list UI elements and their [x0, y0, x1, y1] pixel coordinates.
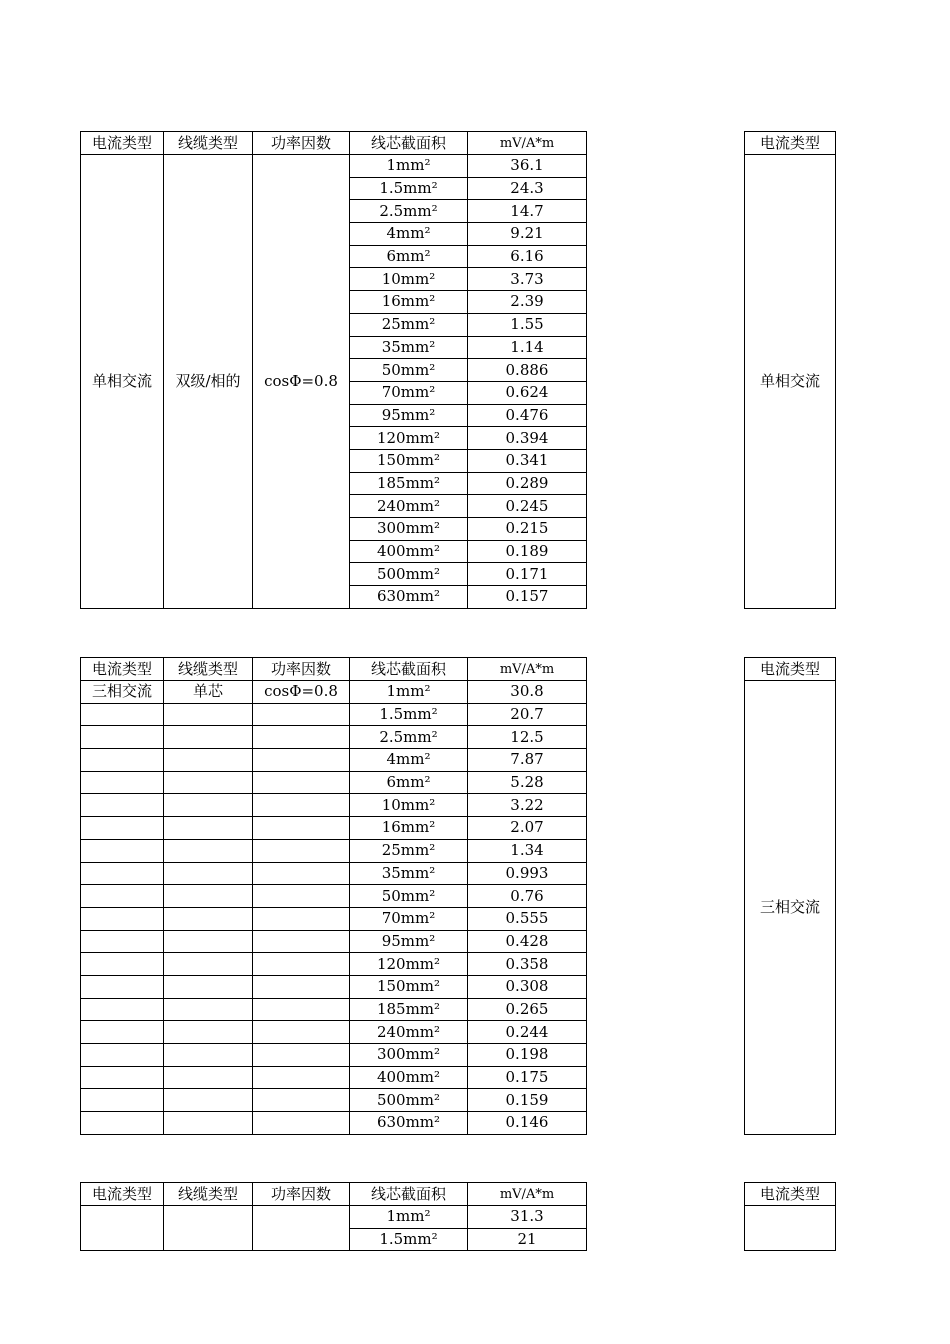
- voltage-drop-value-cell[interactable]: 0.886: [468, 359, 587, 382]
- cross-section-cell[interactable]: 1mm²: [350, 681, 468, 704]
- page-cut-mask: [0, 1255, 950, 1344]
- voltage-drop-table-1: [80, 131, 587, 609]
- empty-cell[interactable]: [253, 1044, 350, 1067]
- cross-section-cell[interactable]: 500mm²: [350, 563, 468, 586]
- cross-section-cell[interactable]: 4mm²: [350, 223, 468, 246]
- empty-cell[interactable]: [81, 1112, 164, 1135]
- empty-cell[interactable]: [253, 817, 350, 840]
- table-row: [81, 681, 587, 704]
- empty-cell[interactable]: [81, 794, 164, 817]
- cross-section-cell[interactable]: 1.5mm²: [350, 1228, 468, 1251]
- voltage-drop-value-cell[interactable]: 24.3: [468, 177, 587, 200]
- cross-section-cell[interactable]: 70mm²: [350, 907, 468, 930]
- table-row: [81, 862, 587, 885]
- cross-section-cell[interactable]: 70mm²: [350, 381, 468, 404]
- cross-section-cell[interactable]: 120mm²: [350, 427, 468, 450]
- cross-section-cell[interactable]: 25mm²: [350, 313, 468, 336]
- cross-section-cell[interactable]: 1mm²: [350, 155, 468, 178]
- voltage-drop-value-cell[interactable]: 9.21: [468, 223, 587, 246]
- side-column-header[interactable]: 电流类型: [745, 658, 836, 681]
- voltage-drop-value-cell[interactable]: 0.189: [468, 540, 587, 563]
- empty-cell[interactable]: [253, 907, 350, 930]
- empty-cell[interactable]: [81, 703, 164, 726]
- voltage-drop-value-cell[interactable]: 0.428: [468, 930, 587, 953]
- voltage-drop-value-cell[interactable]: 2.07: [468, 817, 587, 840]
- current-type-cell[interactable]: 单相交流: [81, 155, 164, 609]
- empty-cell[interactable]: [164, 726, 253, 749]
- voltage-drop-value-cell[interactable]: 0.993: [468, 862, 587, 885]
- voltage-drop-value-cell[interactable]: 0.245: [468, 495, 587, 518]
- column-header[interactable]: 功率因数: [253, 658, 350, 681]
- table-row: [81, 885, 587, 908]
- empty-cell[interactable]: [81, 771, 164, 794]
- cross-section-cell[interactable]: 500mm²: [350, 1089, 468, 1112]
- voltage-drop-value-cell[interactable]: 0.198: [468, 1044, 587, 1067]
- voltage-drop-value-cell[interactable]: 0.171: [468, 563, 587, 586]
- table-row: [81, 1066, 587, 1089]
- voltage-drop-value-cell[interactable]: 0.476: [468, 404, 587, 427]
- voltage-drop-value-cell[interactable]: 1.34: [468, 839, 587, 862]
- cross-section-cell[interactable]: 6mm²: [350, 245, 468, 268]
- empty-cell[interactable]: [164, 1021, 253, 1044]
- voltage-drop-value-cell[interactable]: 21: [468, 1228, 587, 1251]
- voltage-drop-value-cell[interactable]: 0.289: [468, 472, 587, 495]
- column-header[interactable]: mV/A*m: [468, 132, 587, 155]
- voltage-drop-value-cell[interactable]: 0.624: [468, 381, 587, 404]
- cross-section-cell[interactable]: 1.5mm²: [350, 703, 468, 726]
- power-factor-cell[interactable]: [253, 1206, 350, 1251]
- cross-section-cell[interactable]: 630mm²: [350, 1112, 468, 1135]
- voltage-drop-value-cell[interactable]: 0.555: [468, 907, 587, 930]
- empty-cell[interactable]: [253, 998, 350, 1021]
- empty-cell[interactable]: [164, 885, 253, 908]
- empty-cell[interactable]: [253, 975, 350, 998]
- cable-type-cell[interactable]: 单芯: [164, 681, 253, 704]
- empty-cell[interactable]: [164, 1044, 253, 1067]
- cross-section-cell[interactable]: 50mm²: [350, 359, 468, 382]
- table-row: [81, 907, 587, 930]
- header-row: [81, 658, 587, 681]
- table-row: [81, 1112, 587, 1135]
- empty-cell[interactable]: [164, 975, 253, 998]
- empty-cell[interactable]: [164, 1066, 253, 1089]
- cross-section-cell[interactable]: 150mm²: [350, 975, 468, 998]
- empty-cell[interactable]: [81, 885, 164, 908]
- column-header[interactable]: 线芯截面积: [350, 658, 468, 681]
- side-current-type-table-1: [744, 131, 836, 609]
- empty-cell[interactable]: [253, 794, 350, 817]
- column-header[interactable]: mV/A*m: [468, 658, 587, 681]
- empty-cell[interactable]: [164, 907, 253, 930]
- voltage-drop-value-cell[interactable]: 5.28: [468, 771, 587, 794]
- column-header[interactable]: 电流类型: [81, 658, 164, 681]
- voltage-drop-value-cell[interactable]: 0.159: [468, 1089, 587, 1112]
- column-header[interactable]: 功率因数: [253, 1183, 350, 1206]
- voltage-drop-value-cell[interactable]: 7.87: [468, 749, 587, 772]
- cross-section-cell[interactable]: 10mm²: [350, 794, 468, 817]
- column-header[interactable]: 功率因数: [253, 132, 350, 155]
- empty-cell[interactable]: [253, 862, 350, 885]
- side-body-row: [745, 681, 836, 1135]
- voltage-drop-value-cell[interactable]: 1.55: [468, 313, 587, 336]
- cross-section-cell[interactable]: 16mm²: [350, 817, 468, 840]
- empty-cell[interactable]: [253, 1112, 350, 1135]
- empty-cell[interactable]: [81, 1021, 164, 1044]
- voltage-drop-value-cell[interactable]: 12.5: [468, 726, 587, 749]
- cross-section-cell[interactable]: 1mm²: [350, 1206, 468, 1229]
- power-factor-cell[interactable]: cosΦ=0.8: [253, 155, 350, 609]
- cross-section-cell[interactable]: 300mm²: [350, 1044, 468, 1067]
- empty-cell[interactable]: [81, 1044, 164, 1067]
- cross-section-cell[interactable]: 2.5mm²: [350, 726, 468, 749]
- empty-cell[interactable]: [253, 703, 350, 726]
- column-header[interactable]: 线缆类型: [164, 658, 253, 681]
- voltage-drop-value-cell[interactable]: 0.341: [468, 449, 587, 472]
- empty-cell[interactable]: [81, 975, 164, 998]
- empty-cell[interactable]: [164, 998, 253, 1021]
- voltage-drop-value-cell[interactable]: 1.14: [468, 336, 587, 359]
- empty-cell[interactable]: [253, 726, 350, 749]
- cross-section-cell[interactable]: 120mm²: [350, 953, 468, 976]
- side-column-header[interactable]: 电流类型: [745, 1183, 836, 1206]
- cross-section-cell[interactable]: 150mm²: [350, 449, 468, 472]
- table-row: [81, 794, 587, 817]
- voltage-drop-value-cell[interactable]: 0.394: [468, 427, 587, 450]
- empty-cell[interactable]: [253, 1089, 350, 1112]
- cross-section-cell[interactable]: 25mm²: [350, 839, 468, 862]
- current-type-cell[interactable]: 三相交流: [81, 681, 164, 704]
- cross-section-cell[interactable]: 6mm²: [350, 771, 468, 794]
- column-header[interactable]: mV/A*m: [468, 1183, 587, 1206]
- table-row: [81, 1021, 587, 1044]
- empty-cell[interactable]: [253, 1066, 350, 1089]
- header-row: [81, 1183, 587, 1206]
- empty-cell[interactable]: [81, 907, 164, 930]
- cross-section-cell[interactable]: 300mm²: [350, 518, 468, 541]
- column-header[interactable]: 线芯截面积: [350, 1183, 468, 1206]
- table-row: [81, 726, 587, 749]
- table-row: [81, 703, 587, 726]
- cross-section-cell[interactable]: 35mm²: [350, 862, 468, 885]
- voltage-drop-value-cell[interactable]: 0.308: [468, 975, 587, 998]
- voltage-drop-value-cell[interactable]: 3.22: [468, 794, 587, 817]
- side-body-row: [745, 1206, 836, 1251]
- table-row: [81, 930, 587, 953]
- empty-cell[interactable]: [81, 1066, 164, 1089]
- voltage-drop-value-cell[interactable]: 6.16: [468, 245, 587, 268]
- voltage-drop-value-cell[interactable]: 20.7: [468, 703, 587, 726]
- cross-section-cell[interactable]: 400mm²: [350, 1066, 468, 1089]
- empty-cell[interactable]: [253, 930, 350, 953]
- voltage-drop-value-cell[interactable]: 2.39: [468, 291, 587, 314]
- empty-cell[interactable]: [81, 953, 164, 976]
- voltage-drop-value-cell[interactable]: 0.265: [468, 998, 587, 1021]
- empty-cell[interactable]: [164, 1112, 253, 1135]
- table-row: [81, 155, 587, 178]
- cross-section-cell[interactable]: 1.5mm²: [350, 177, 468, 200]
- cross-section-cell[interactable]: 630mm²: [350, 586, 468, 609]
- cross-section-cell[interactable]: 240mm²: [350, 495, 468, 518]
- empty-cell[interactable]: [253, 1021, 350, 1044]
- cross-section-cell[interactable]: 185mm²: [350, 472, 468, 495]
- voltage-drop-value-cell[interactable]: 0.175: [468, 1066, 587, 1089]
- cross-section-cell[interactable]: 2.5mm²: [350, 200, 468, 223]
- table-row: [81, 1206, 587, 1229]
- empty-cell[interactable]: [81, 839, 164, 862]
- voltage-drop-value-cell[interactable]: 0.215: [468, 518, 587, 541]
- side-current-type-cell[interactable]: [745, 1206, 836, 1251]
- empty-cell[interactable]: [164, 817, 253, 840]
- voltage-drop-value-cell[interactable]: 0.146: [468, 1112, 587, 1135]
- empty-cell[interactable]: [253, 749, 350, 772]
- empty-cell[interactable]: [164, 794, 253, 817]
- voltage-drop-value-cell[interactable]: 31.3: [468, 1206, 587, 1229]
- cross-section-cell[interactable]: 240mm²: [350, 1021, 468, 1044]
- side-header-row: [745, 658, 836, 681]
- empty-cell[interactable]: [81, 726, 164, 749]
- empty-cell[interactable]: [164, 703, 253, 726]
- cross-section-cell[interactable]: 50mm²: [350, 885, 468, 908]
- side-header-row: [745, 132, 836, 155]
- empty-cell[interactable]: [81, 930, 164, 953]
- side-current-type-cell[interactable]: 单相交流: [745, 155, 836, 609]
- empty-cell[interactable]: [164, 930, 253, 953]
- empty-cell[interactable]: [164, 771, 253, 794]
- side-current-type-cell[interactable]: 三相交流: [745, 681, 836, 1135]
- cable-type-cell[interactable]: 双级/相的: [164, 155, 253, 609]
- column-header[interactable]: 电流类型: [81, 1183, 164, 1206]
- empty-cell[interactable]: [81, 998, 164, 1021]
- cross-section-cell[interactable]: 16mm²: [350, 291, 468, 314]
- voltage-drop-table-2: [80, 657, 587, 1135]
- cross-section-cell[interactable]: 10mm²: [350, 268, 468, 291]
- column-header[interactable]: 线芯截面积: [350, 132, 468, 155]
- voltage-drop-value-cell[interactable]: 30.8: [468, 681, 587, 704]
- cable-type-cell[interactable]: [164, 1206, 253, 1251]
- empty-cell[interactable]: [164, 1089, 253, 1112]
- table-row: [81, 839, 587, 862]
- cross-section-cell[interactable]: 35mm²: [350, 336, 468, 359]
- empty-cell[interactable]: [164, 862, 253, 885]
- column-header[interactable]: 电流类型: [81, 132, 164, 155]
- voltage-drop-value-cell[interactable]: 0.358: [468, 953, 587, 976]
- empty-cell[interactable]: [253, 771, 350, 794]
- voltage-drop-value-cell[interactable]: 3.73: [468, 268, 587, 291]
- empty-cell[interactable]: [164, 749, 253, 772]
- empty-cell[interactable]: [81, 1089, 164, 1112]
- cross-section-cell[interactable]: 185mm²: [350, 998, 468, 1021]
- table-row: [81, 998, 587, 1021]
- column-header[interactable]: 线缆类型: [164, 132, 253, 155]
- cross-section-cell[interactable]: 95mm²: [350, 404, 468, 427]
- empty-cell[interactable]: [81, 862, 164, 885]
- side-header-row: [745, 1183, 836, 1206]
- table-row: [81, 749, 587, 772]
- header-row: [81, 132, 587, 155]
- cross-section-cell[interactable]: 400mm²: [350, 540, 468, 563]
- voltage-drop-table-3: [80, 1182, 587, 1251]
- empty-cell[interactable]: [253, 885, 350, 908]
- table-row: [81, 1044, 587, 1067]
- side-column-header[interactable]: 电流类型: [745, 132, 836, 155]
- side-current-type-table-3: [744, 1182, 836, 1251]
- empty-cell[interactable]: [164, 839, 253, 862]
- table-row: [81, 771, 587, 794]
- table-row: [81, 953, 587, 976]
- table-row: [81, 975, 587, 998]
- side-current-type-table-2: [744, 657, 836, 1135]
- empty-cell[interactable]: [81, 749, 164, 772]
- cross-section-cell[interactable]: 4mm²: [350, 749, 468, 772]
- side-body-row: [745, 155, 836, 609]
- table-row: [81, 817, 587, 840]
- empty-cell[interactable]: [253, 839, 350, 862]
- empty-cell[interactable]: [253, 953, 350, 976]
- power-factor-cell[interactable]: cosΦ=0.8: [253, 681, 350, 704]
- cross-section-cell[interactable]: 95mm²: [350, 930, 468, 953]
- current-type-cell[interactable]: [81, 1206, 164, 1251]
- voltage-drop-value-cell[interactable]: 14.7: [468, 200, 587, 223]
- voltage-drop-value-cell[interactable]: 36.1: [468, 155, 587, 178]
- empty-cell[interactable]: [164, 953, 253, 976]
- empty-cell[interactable]: [81, 817, 164, 840]
- column-header[interactable]: 线缆类型: [164, 1183, 253, 1206]
- voltage-drop-value-cell[interactable]: 0.244: [468, 1021, 587, 1044]
- voltage-drop-value-cell[interactable]: 0.76: [468, 885, 587, 908]
- table-row: [81, 1089, 587, 1112]
- voltage-drop-value-cell[interactable]: 0.157: [468, 586, 587, 609]
